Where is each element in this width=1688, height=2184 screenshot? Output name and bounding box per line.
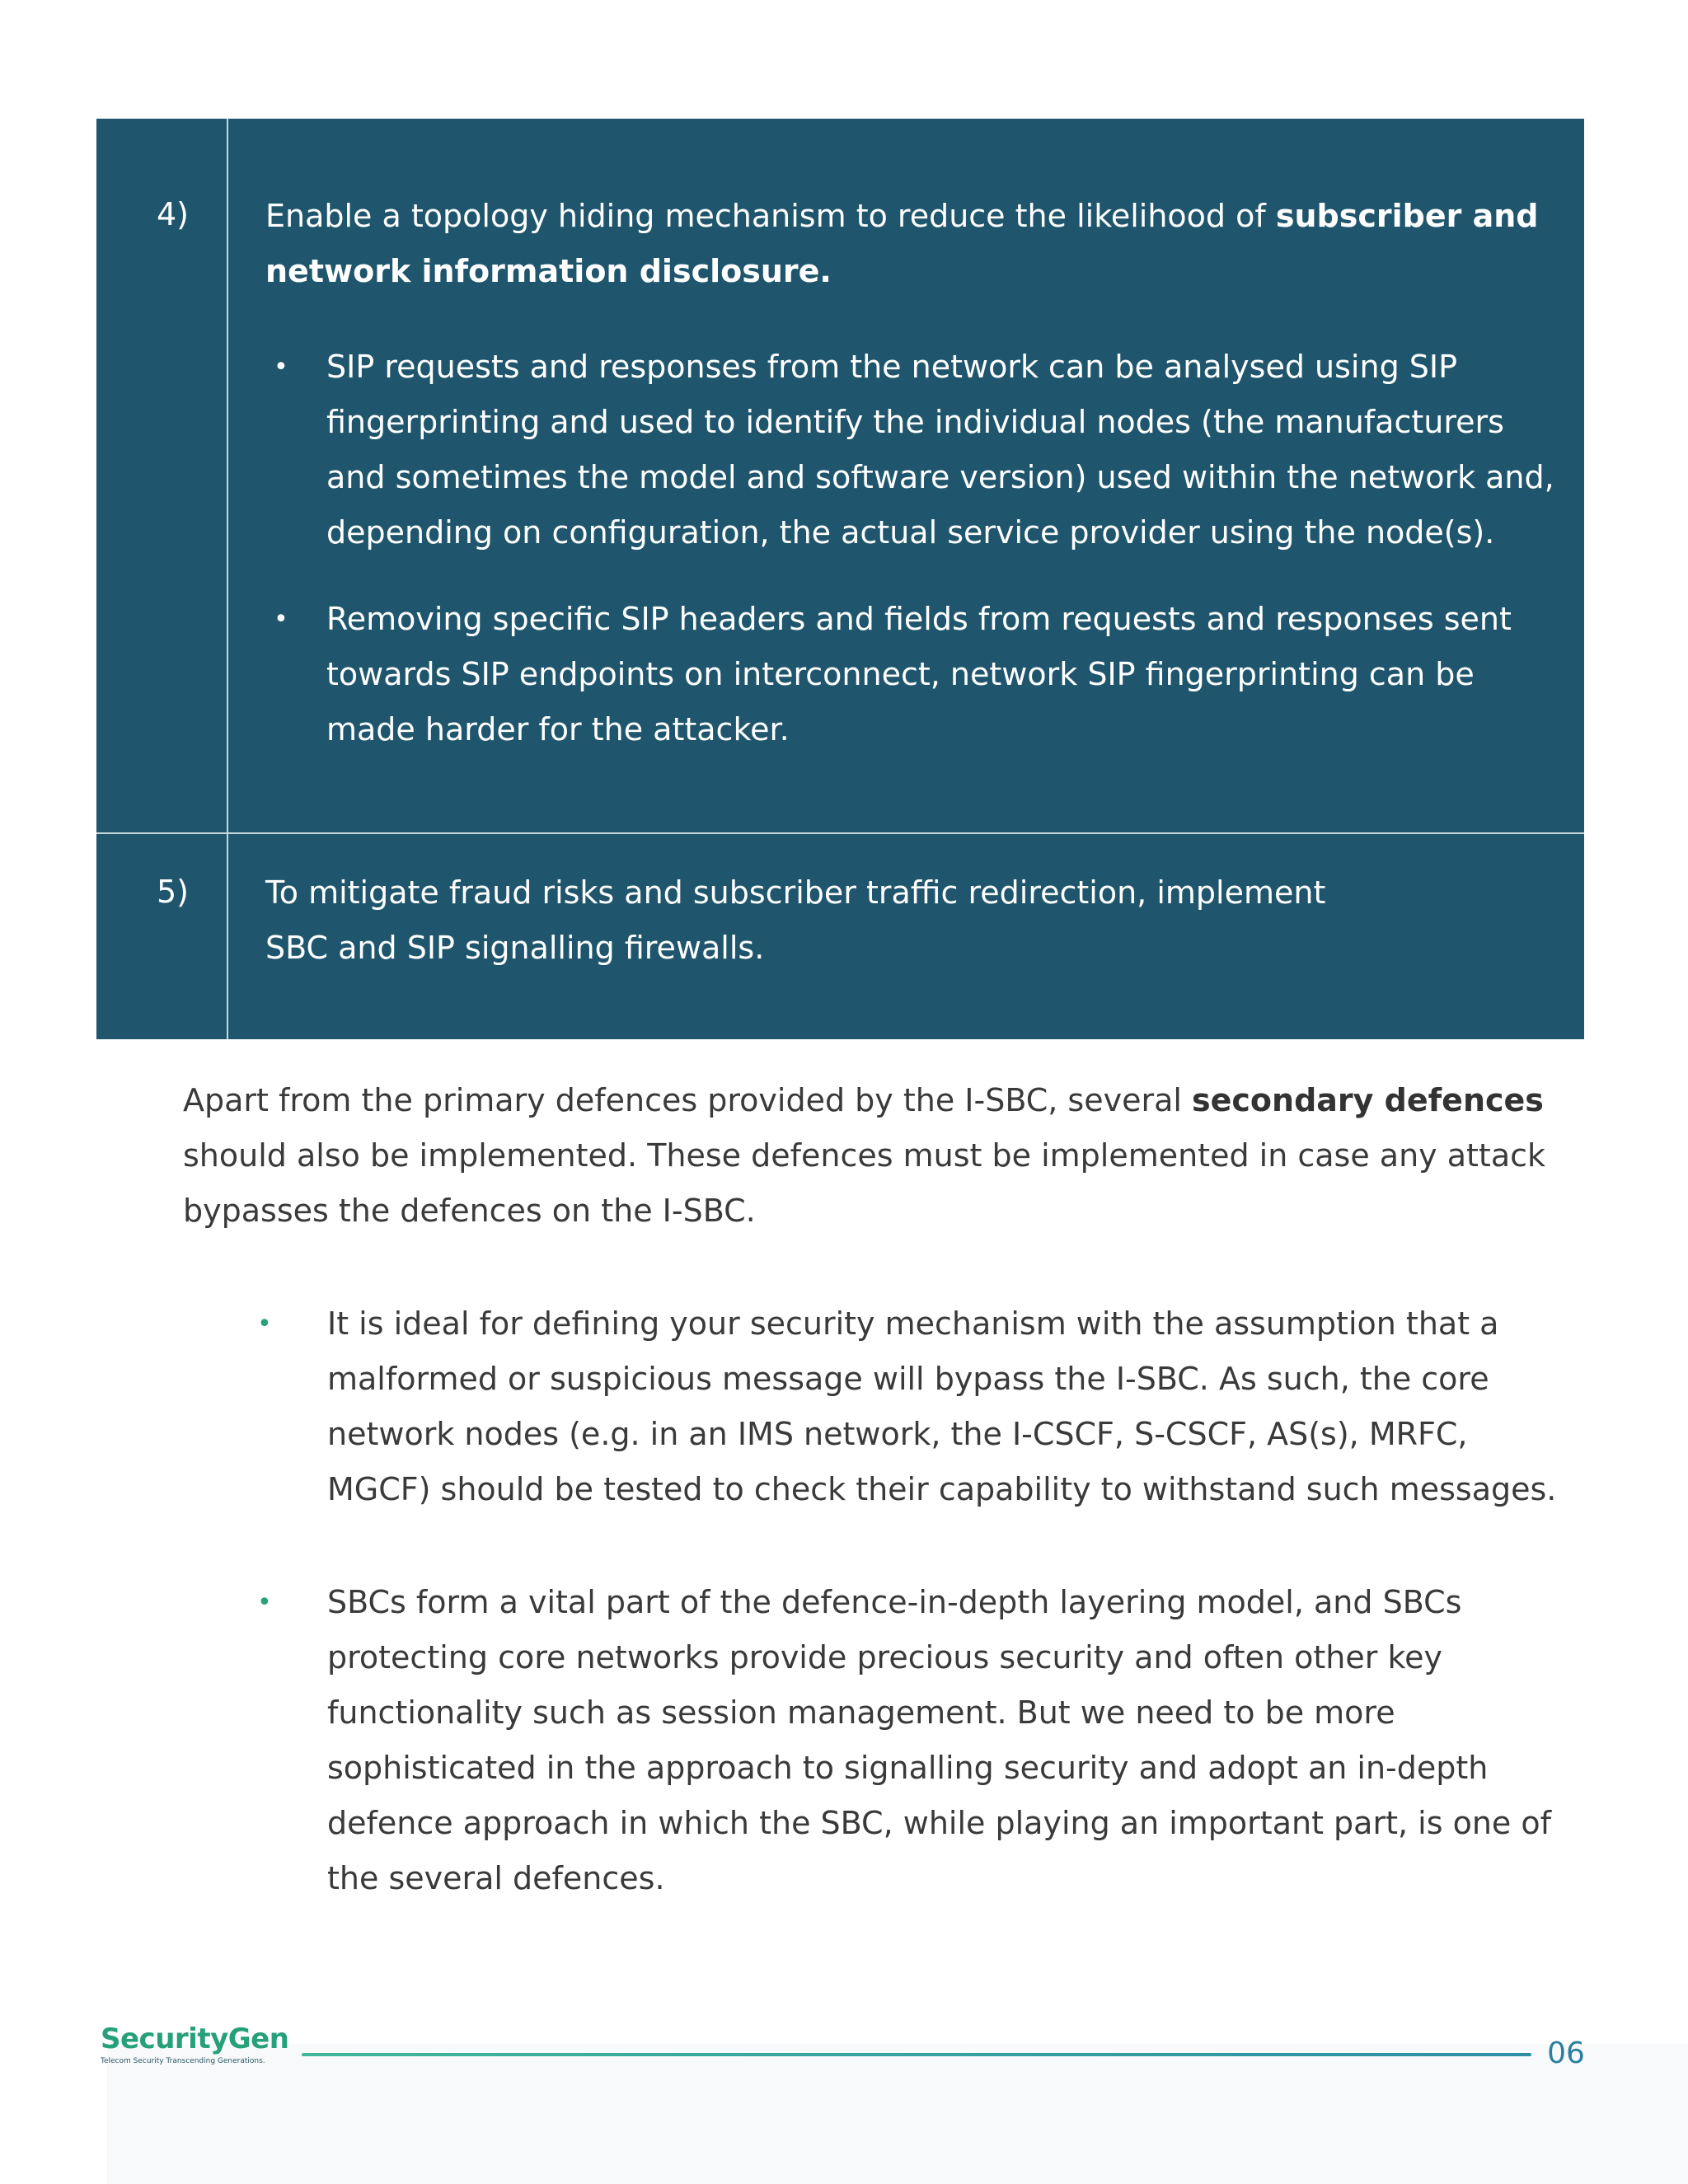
table-row-divider [96,832,1584,834]
intro-text: Apart from the primary defences provided by the I-SBC, several [183,1082,1192,1118]
table-bullet-text: SIP requests and responses from the network can be analysed using SIP fingerprinting and used to identify the individual nodes (the manufacturers and sometimes the model and software version) used within the network and, depending on configuration, the actual service provider using the node(s). [326,349,1554,551]
recommendations-table [96,119,1584,1039]
main-text-line: To mitigate fraud risks and subscriber traffic redirection, implement [265,874,1326,911]
main-text-line: SBC and SIP signalling firewalls. [265,930,765,966]
table-row-number: 4) [156,196,189,232]
footer-background [107,2044,1688,2184]
table-bullet-text: Removing specific SIP headers and fields from requests and responses sent towards SIP endpoints on interconnect, network SIP fingerprinting can be made harder for the attacker. [326,601,1512,748]
bullet-dot-icon: • [257,1588,272,1617]
intro-paragraph [183,1073,1592,1239]
list-item [257,1296,1576,1517]
defence-bullet-list [257,1296,1576,1964]
list-item-text: SBCs form a vital part of the defence-in-depth layering model, and SBCs protecting core networks provide precious security and often other key functionality such as session management. But we need to be more sophisticated in the approach to signalling security and adopt an in-depth defence approach in which the SBC, while playing an important part, is one of the several defences. [327,1584,1551,1896]
table-bullet-item [265,592,1568,757]
main-text-plain: Enable a topology hiding mechanism to reduce the likelihood of [265,198,1276,234]
bullet-dot-icon: • [274,605,288,634]
bullet-dot-icon: • [274,353,288,382]
table-column-divider [227,119,228,1039]
table-bullet-item [265,340,1568,560]
intro-bold-text: secondary defences [1192,1082,1544,1118]
securitygen-logo [101,2022,298,2072]
table-row-main-text [265,865,1559,976]
footer-divider-line [302,2053,1531,2056]
table-bullet-list [265,340,1568,789]
intro-text: should also be implemented. These defences must be implemented in case any attack bypasses the defences on the I-SBC. [183,1137,1546,1229]
list-item [257,1575,1576,1906]
table-row-number: 5) [156,874,189,910]
list-item-text: It is ideal for defining your security mechanism with the assumption that a malformed or suspicious message will bypass the I-SBC. As such, the core network nodes (e.g. in an IMS network, the I-CSCF, S-CSCF, AS(s), MRFC, MGCF) should be tested to check their capability to withstand such messages. [327,1305,1557,1507]
logo-wordmark: SecurityGen [101,2022,289,2055]
bullet-dot-icon: • [257,1310,272,1338]
main-text-bold: subscriber and network information disclosure. [265,198,1539,289]
page-number: 06 [1547,2036,1585,2070]
logo-tagline: Telecom Security Transcending Generations. [101,2057,265,2065]
table-row-main-text [265,189,1559,299]
